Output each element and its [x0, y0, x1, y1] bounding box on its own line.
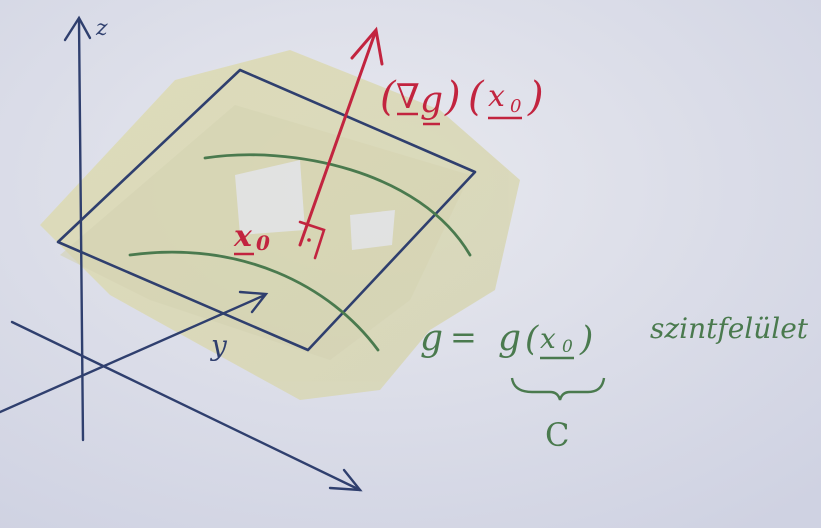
- level-set-g: g: [498, 318, 522, 359]
- point-x-letter: x: [234, 219, 252, 254]
- level-set-lhs: g: [420, 318, 444, 359]
- level-set-arg-open: (: [525, 319, 539, 359]
- brace-label-c: C: [545, 416, 570, 454]
- gradient-nabla: ∇: [396, 77, 420, 117]
- gradient-arg-sub: 0: [510, 96, 522, 117]
- level-set-arg-sub: 0: [562, 337, 573, 357]
- point-x-subscript: 0: [256, 231, 270, 255]
- gradient-close-paren: ): [445, 74, 461, 120]
- gradient-open-paren: (: [380, 74, 396, 120]
- level-set-arg-x: x: [540, 322, 556, 355]
- gradient-arg-open: (: [468, 74, 484, 120]
- level-set-arg-close: ): [580, 319, 594, 359]
- gradient-g: g: [420, 80, 444, 121]
- z-axis-label: z: [96, 16, 108, 41]
- level-set-word: szintfelület: [650, 312, 809, 345]
- gradient-arg-close: ): [528, 74, 544, 120]
- level-set-equals: =: [450, 318, 477, 356]
- gradient-arg-x: x: [488, 79, 505, 114]
- y-axis-label: y: [211, 329, 227, 362]
